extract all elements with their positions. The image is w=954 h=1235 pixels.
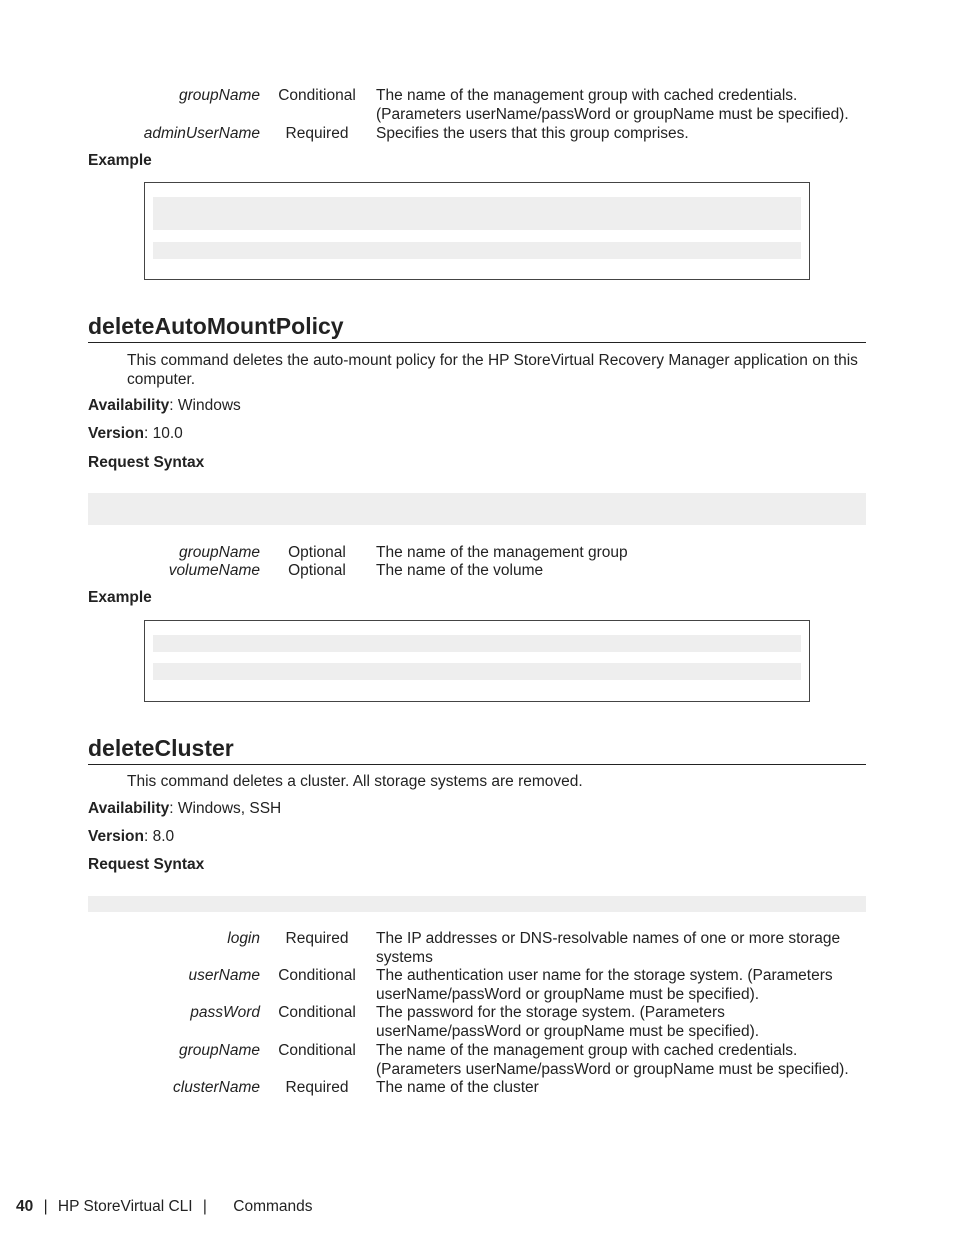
page-number: 40 bbox=[16, 1198, 34, 1215]
param-name: groupName bbox=[179, 544, 260, 561]
param-description: The name of the management group with cached credentials. (Parameters userName/passWord or groupName must be specified). bbox=[376, 1042, 849, 1078]
code-line bbox=[153, 197, 801, 230]
param-description: The authentication user name for the storage system. (Parameters userName/passWord or groupName must be specified). bbox=[376, 967, 833, 1003]
param-requirement: Conditional bbox=[278, 967, 356, 984]
version-line bbox=[88, 828, 174, 846]
param-description: The name of the volume bbox=[376, 562, 544, 579]
param-requirement: Required bbox=[285, 125, 349, 142]
availability-value: : Windows, SSH bbox=[169, 800, 282, 817]
section-intro: This command deletes a cluster. All storage systems are removed. bbox=[127, 773, 583, 790]
footer-separator: | bbox=[202, 1198, 207, 1215]
example-code-box bbox=[144, 182, 810, 280]
availability-value: : Windows bbox=[169, 397, 241, 414]
param-requirement: Conditional bbox=[278, 1042, 356, 1059]
section-title: deleteCluster bbox=[88, 735, 866, 765]
footer-separator: | bbox=[43, 1198, 48, 1215]
param-name: passWord bbox=[190, 1004, 260, 1021]
availability-line bbox=[88, 800, 281, 818]
param-description: The password for the storage system. (Parameters userName/passWord or groupName must be specified). bbox=[376, 1004, 760, 1040]
section-intro: This command deletes the auto-mount policy for the HP StoreVirtual Recovery Manager application on this computer. bbox=[127, 352, 858, 388]
param-requirement: Required bbox=[285, 930, 349, 947]
example-heading: Example bbox=[88, 152, 152, 169]
availability-label: Availability bbox=[88, 397, 170, 414]
param-name: groupName bbox=[179, 87, 260, 104]
code-line bbox=[153, 242, 801, 259]
version-line bbox=[88, 425, 183, 443]
footer-doc-title: HP StoreVirtual CLI bbox=[57, 1198, 193, 1215]
version-value: : 8.0 bbox=[144, 828, 175, 845]
param-description: The name of the management group with cached credentials. (Parameters userName/passWord or groupName must be specified). bbox=[376, 87, 849, 123]
param-requirement: Conditional bbox=[278, 1004, 356, 1021]
example-code-box bbox=[144, 620, 810, 702]
code-line bbox=[153, 663, 801, 680]
param-name: adminUserName bbox=[143, 125, 260, 142]
param-name: volumeName bbox=[168, 562, 260, 579]
param-description: The name of the management group bbox=[376, 544, 628, 561]
version-value: : 10.0 bbox=[144, 425, 183, 442]
code-line bbox=[153, 635, 801, 652]
availability-label: Availability bbox=[88, 800, 170, 817]
section-title: deleteAutoMountPolicy bbox=[88, 313, 866, 343]
param-description: Specifies the users that this group comprises. bbox=[376, 125, 689, 142]
param-name: login bbox=[227, 930, 260, 947]
version-label: Version bbox=[88, 828, 144, 845]
param-name: userName bbox=[188, 967, 260, 984]
request-syntax-heading: Request Syntax bbox=[88, 454, 205, 471]
request-syntax-code bbox=[88, 896, 866, 912]
footer-chapter: Commands bbox=[233, 1198, 313, 1215]
param-name: clusterName bbox=[173, 1079, 260, 1096]
param-requirement: Optional bbox=[288, 562, 346, 579]
request-syntax-code bbox=[88, 493, 866, 525]
example-heading: Example bbox=[88, 589, 152, 606]
param-requirement: Required bbox=[285, 1079, 349, 1096]
request-syntax-heading: Request Syntax bbox=[88, 856, 205, 873]
param-requirement: Optional bbox=[288, 544, 346, 561]
param-description: The IP addresses or DNS-resolvable names of one or more storage systems bbox=[376, 930, 841, 966]
version-label: Version bbox=[88, 425, 144, 442]
param-requirement: Conditional bbox=[278, 87, 356, 104]
page-footer bbox=[16, 1198, 313, 1216]
availability-line bbox=[88, 397, 241, 415]
param-description: The name of the cluster bbox=[376, 1079, 539, 1096]
param-name: groupName bbox=[179, 1042, 260, 1059]
